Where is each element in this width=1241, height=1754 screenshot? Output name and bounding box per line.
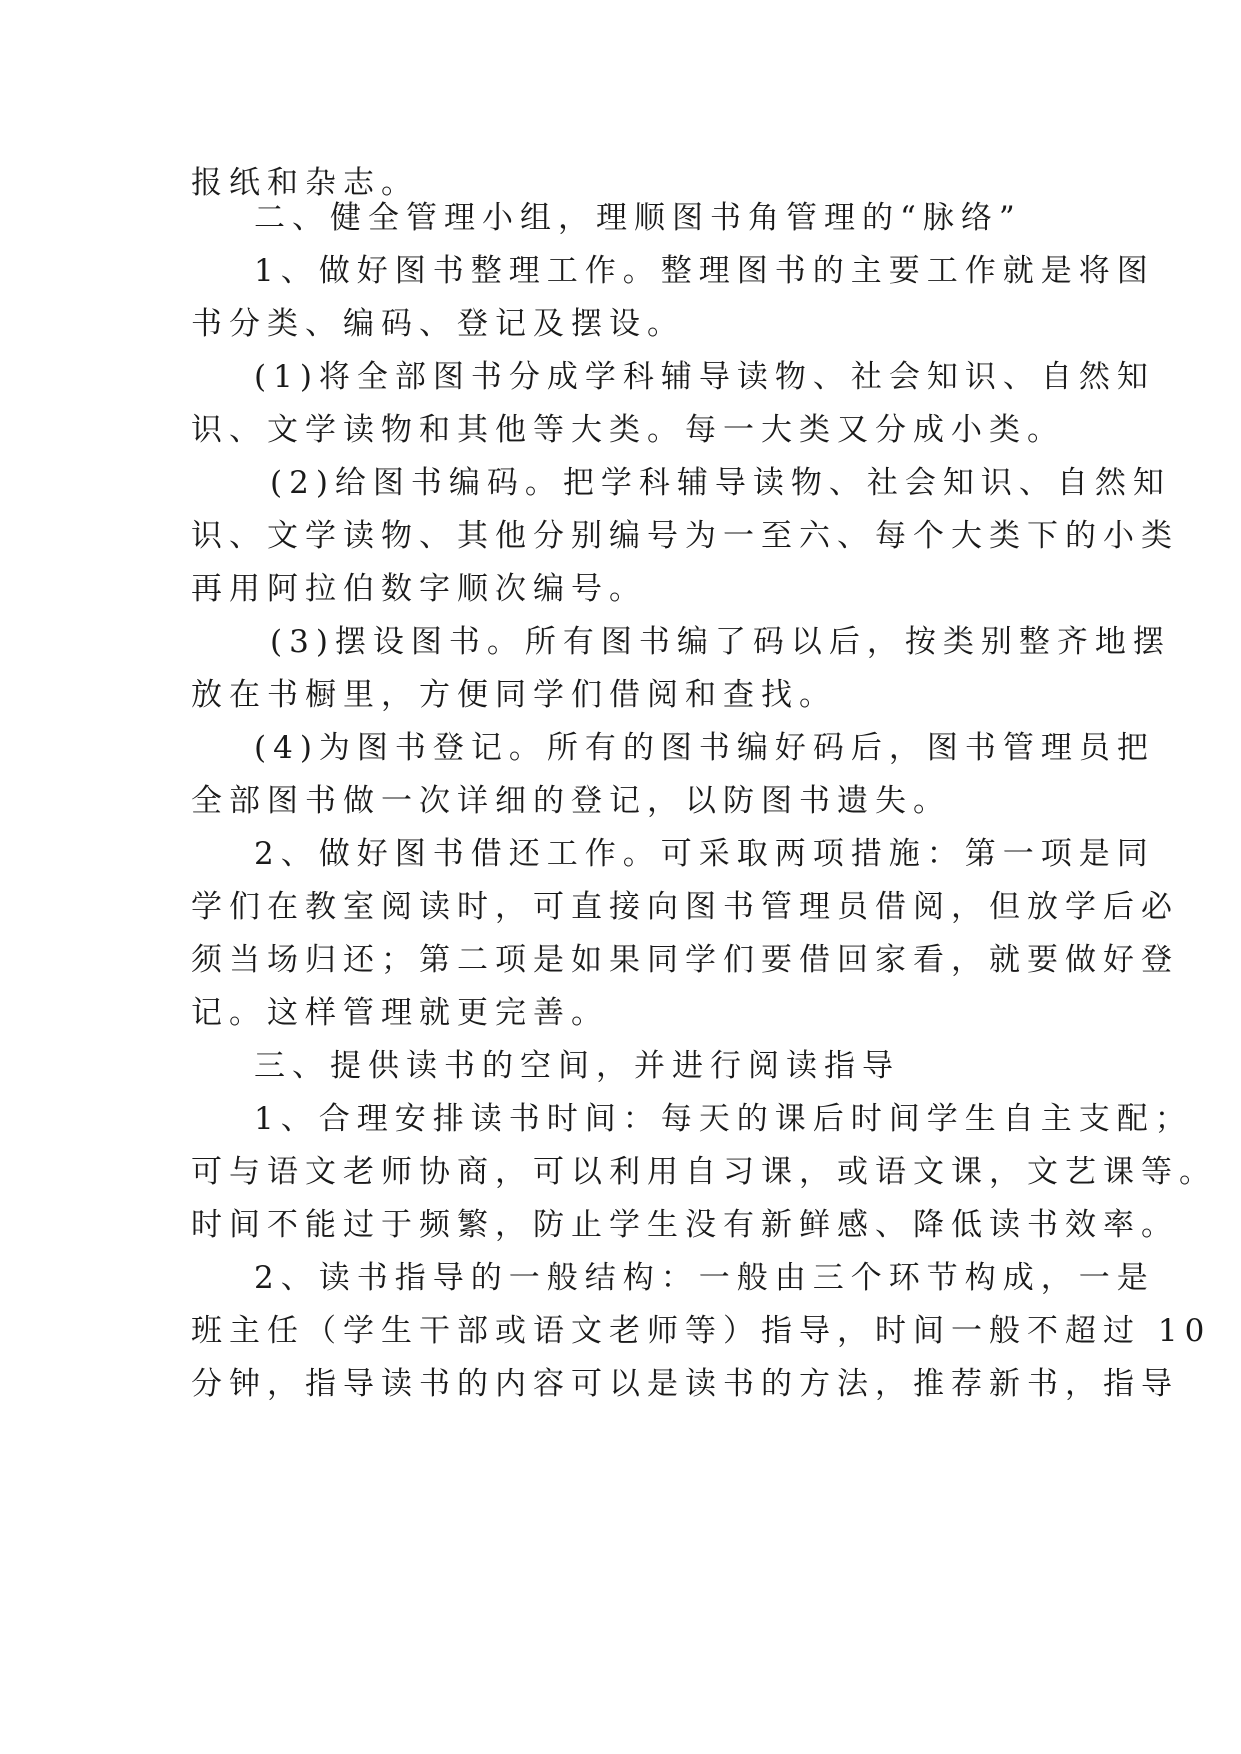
text-line: 报纸和杂志。: [191, 165, 419, 201]
text-line: 再用阿拉伯数字顺次编号。: [191, 571, 647, 607]
section-heading: 二、健全管理小组，理顺图书角管理的“脉络”: [254, 200, 1022, 236]
text-line: 分钟，指导读书的内容可以是读书的方法，推荐新书，指导: [191, 1366, 1179, 1402]
text-line: (2)给图书编码。把学科辅导读物、社会知识、自然知: [270, 465, 1171, 501]
text-line: 书分类、编码、登记及摆设。: [191, 306, 685, 342]
text-line: 时间不能过于频繁，防止学生没有新鲜感、降低读书效率。: [191, 1207, 1179, 1243]
text-line: 放在书橱里，方便同学们借阅和查找。: [191, 677, 837, 713]
text-line: 2、做好图书借还工作。可采取两项措施：第一项是同: [254, 836, 1155, 872]
text-line: 识、文学读物和其他等大类。每一大类又分成小类。: [191, 412, 1065, 448]
text-line: 班主任（学生干部或语文老师等）指导，时间一般不超过 10: [191, 1313, 1212, 1349]
text-line: 2、读书指导的一般结构：一般由三个环节构成，一是: [254, 1260, 1155, 1296]
text-line: 记。这样管理就更完善。: [191, 995, 609, 1031]
text-line: (4)为图书登记。所有的图书编好码后，图书管理员把: [254, 730, 1155, 766]
section-heading: 三、提供读书的空间，并进行阅读指导: [254, 1048, 900, 1084]
text-line: 识、文学读物、其他分别编号为一至六、每个大类下的小类: [191, 518, 1179, 554]
text-line: 1、合理安排读书时间：每天的课后时间学生自主支配；: [254, 1101, 1193, 1137]
text-line: 全部图书做一次详细的登记，以防图书遗失。: [191, 783, 951, 819]
text-line: (3)摆设图书。所有图书编了码以后，按类别整齐地摆: [270, 624, 1171, 660]
text-line: 须当场归还；第二项是如果同学们要借回家看，就要做好登: [191, 942, 1179, 978]
text-line: (1)将全部图书分成学科辅导读物、社会知识、自然知: [254, 359, 1155, 395]
text-line: 学们在教室阅读时，可直接向图书管理员借阅，但放学后必: [191, 889, 1179, 925]
text-line: 可与语文老师协商，可以利用自习课，或语文课，文艺课等。: [191, 1154, 1217, 1190]
text-line: 1、做好图书整理工作。整理图书的主要工作就是将图: [254, 253, 1155, 289]
